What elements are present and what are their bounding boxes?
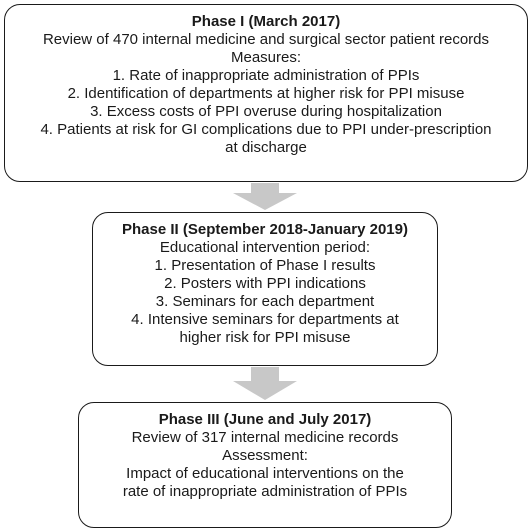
phase-1-line-5: 3. Excess costs of PPI overuse during hospitalization — [90, 103, 442, 120]
phase-1-line-2: Measures: — [230, 49, 302, 66]
phase-1-line-6: 4. Patients at risk for GI complications due to PPI under-prescription — [40, 121, 492, 138]
phase-1-line-4: 2. Identification of departments at higher risk for PPI misuse — [67, 85, 465, 102]
phase-2-line-5: 4. Intensive seminars for departments at — [131, 311, 399, 328]
phase-2-line-2: 1. Presentation of Phase I results — [154, 257, 376, 274]
phase-1-box — [4, 4, 528, 182]
phase-2-line-3: 2. Posters with PPI indications — [164, 275, 366, 292]
phase-1-line-1: Review of 470 internal medicine and surgical sector patient records — [42, 31, 490, 48]
phase-2-line-4: 3. Seminars for each department — [155, 293, 375, 310]
phase-3-line-4: rate of inappropriate administration of PPIs — [122, 483, 408, 500]
phase-2-line-1: Educational intervention period: — [159, 239, 371, 256]
phase-3-title: Phase III (June and July 2017) — [158, 411, 372, 428]
phase-2-box — [92, 212, 438, 366]
phase-1-line-3: 1. Rate of inappropriate administration of PPIs — [112, 67, 420, 84]
phase-2-title: Phase II (September 2018-January 2019) — [122, 221, 408, 238]
phase-2-line-6: higher risk for PPI misuse — [179, 329, 351, 346]
phase-3-line-3: Impact of educational interventions on the — [126, 465, 404, 482]
phase-3-box — [78, 402, 452, 528]
phase-1-title: Phase I (March 2017) — [191, 13, 341, 30]
phase-1-line-7: at discharge — [225, 139, 307, 156]
down-arrow-icon — [229, 367, 301, 401]
phase-3-line-2: Assessment: — [222, 447, 308, 464]
phase-3-line-1: Review of 317 internal medicine records — [131, 429, 399, 446]
down-arrow-icon — [229, 183, 301, 211]
